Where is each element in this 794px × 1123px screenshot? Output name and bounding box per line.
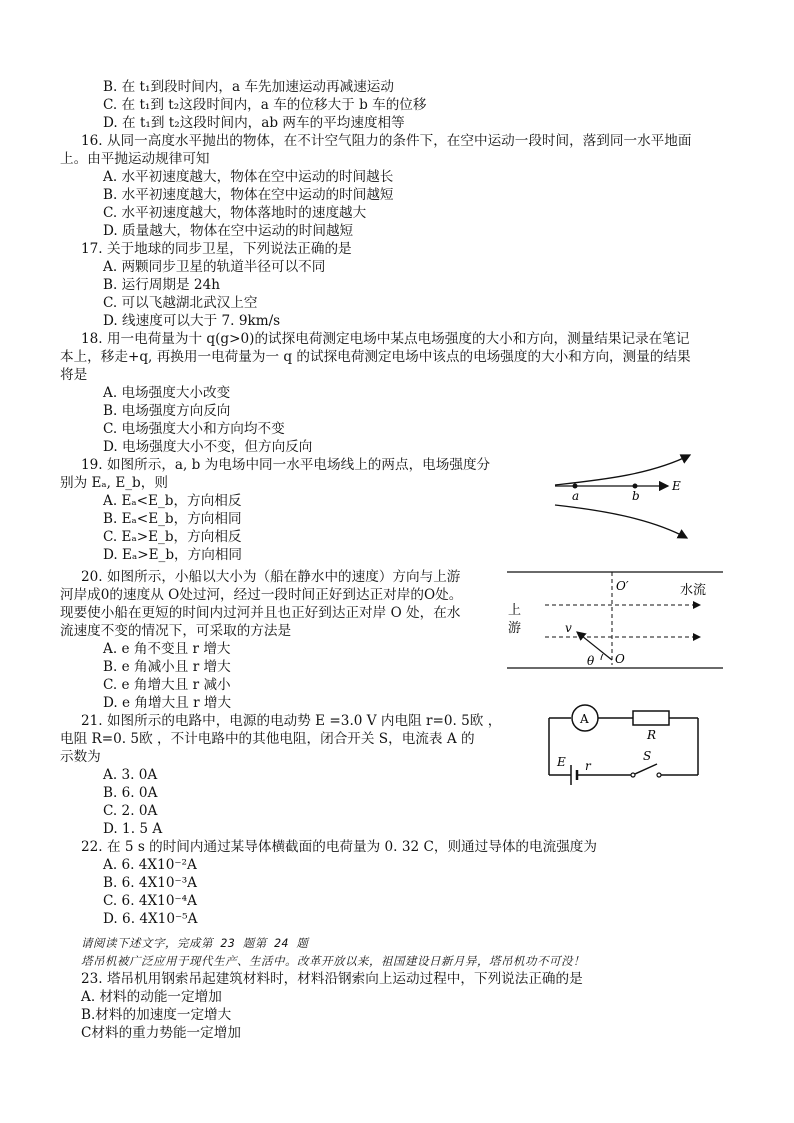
text-line: 23. 塔吊机用钢索吊起建筑材料时，材料沿钢索向上运动过程中，下列说法正确的是 xyxy=(81,971,583,987)
text-line: A. 3. 0A xyxy=(103,767,158,783)
text-line: 别为 Eₐ, E_b，则 xyxy=(60,475,168,491)
switch-contact-right xyxy=(657,773,661,777)
point-a-label: a xyxy=(572,489,580,503)
angle-label: θ xyxy=(587,654,595,668)
text-line: A. 电场强度大小改变 xyxy=(103,385,231,401)
switch-blade xyxy=(635,764,657,774)
text-line: A. 两颗同步卫星的轨道半径可以不同 xyxy=(103,259,326,275)
text-line: 河岸成0的速度从 O处过河，经过一段时间正好到达正对岸的O处。 xyxy=(60,587,463,603)
text-line: D. 1. 5 A xyxy=(103,821,163,837)
o-prime-label: O′ xyxy=(616,579,629,593)
text-line: C. 水平初速度越大，物体落地时的速度越大 xyxy=(103,205,367,221)
o-label: O xyxy=(615,652,625,666)
resistor-label: R xyxy=(647,728,657,742)
field-line-lower xyxy=(555,505,687,538)
text-line: 20. 如图所示，小船以大小为（船在静水中的速度）方向与上游 xyxy=(81,569,461,585)
current-label: 水流 xyxy=(680,583,707,598)
text-line: A. Eₐ<E_b，方向相反 xyxy=(103,493,242,509)
text-line: C. 可以飞越湖北武汉上空 xyxy=(103,295,258,311)
text-line: 上。由平抛运动规律可知 xyxy=(60,151,210,167)
text-line: 本上，移走+q, 再换用一电荷量为一 q 的试探电荷测定电场中该点的电场强度的大小和方向，测量的结果 xyxy=(60,349,691,365)
field-line-upper xyxy=(555,455,690,485)
text-line: B. 电场强度方向反向 xyxy=(103,403,231,419)
text-line: 22. 在 5 s 的时间内通过某导体横截面的电荷量为 0. 32 C，则通过导体的电流强度为 xyxy=(81,839,597,855)
text-line: C. 2. 0A xyxy=(103,803,158,819)
text-line: C. e 角增大且 r 减小 xyxy=(103,677,231,693)
ammeter-label: A xyxy=(580,712,589,726)
text-line: 17. 关于地球的同步卫星，下列说法正确的是 xyxy=(81,241,352,257)
text-line: B. 6. 4X10⁻³A xyxy=(103,875,197,891)
text-line: A. 材料的动能一定增加 xyxy=(81,989,222,1005)
upstream-label-1: 上 xyxy=(508,603,522,618)
text-line: B. e 角减小且 r 增大 xyxy=(103,659,231,675)
text-line: B. 运行周期是 24h xyxy=(103,277,220,293)
river-crossing-figure xyxy=(505,570,725,675)
circuit-figure xyxy=(543,700,703,790)
text-line: B. 6. 0A xyxy=(103,785,158,801)
text-line: C. 电场强度大小和方向均不变 xyxy=(103,421,285,437)
text-line: 21. 如图所示的电路中，电源的电动势 E =3.0 V 内电阻 r=0. 5欧 ， xyxy=(81,713,502,729)
text-line: B. 水平初速度越大，物体在空中运动的时间越短 xyxy=(103,187,394,203)
text-line: 电阻 R=0. 5欧 ，不计电路中的其他电阻，闭合开关 S，电流表 A 的 xyxy=(60,731,475,747)
text-line: 18. 用一电荷量为十 q(g>0)的试探电荷测定电场中某点电场强度的大小和方向，测量结果记录在笔记 xyxy=(81,331,690,347)
text-line: 19. 如图所示，a, b 为电场中同一水平电场线上的两点，电场强度分 xyxy=(81,457,491,473)
text-line: 现要使小船在更短的时间内过河并且也正好到达正对岸 O 处，在水 xyxy=(60,605,461,621)
text-line: C. 6. 4X10⁻⁴A xyxy=(103,893,197,909)
text-line: D. 线速度可以大于 7. 9km/s xyxy=(103,313,281,329)
text-line: D. 电场强度大小不变，但方向反向 xyxy=(103,439,313,455)
text-line: 示数为 xyxy=(60,749,101,765)
field-e-label: E xyxy=(672,479,681,493)
text-line: A. 水平初速度越大，物体在空中运动的时间越长 xyxy=(103,169,394,185)
text-line: 塔吊机被广泛应用于现代生产、生活中。改革开放以来，祖国建设日新月异，塔吊机功不可没！ xyxy=(81,954,585,968)
upstream-label-2: 游 xyxy=(508,621,522,636)
internal-resistance-label: r xyxy=(585,759,591,773)
text-line: 将是 xyxy=(60,367,88,383)
text-line: C. Eₐ>E_b，方向相反 xyxy=(103,529,242,545)
boat-velocity-arrow xyxy=(577,632,612,660)
resistor xyxy=(633,711,669,725)
text-line: 16. 从同一高度水平抛出的物体，在不计空气阻力的条件下，在空中运动一段时间，落到同一水平地面 xyxy=(81,133,692,149)
angle-arc xyxy=(601,654,603,660)
text-line: B. 在 t₁到段时间内，a 车先加速运动再减速运动 xyxy=(103,79,394,95)
emf-label: E xyxy=(557,755,566,769)
text-line: A. e 角不变且 r 增大 xyxy=(103,641,231,657)
velocity-label: v xyxy=(565,621,572,635)
text-line: D. 在 t₁到 t₂这段时间内，ab 两车的平均速度相等 xyxy=(103,115,405,131)
point-b-label: b xyxy=(632,489,640,503)
text-line: B. Eₐ<E_b，方向相同 xyxy=(103,511,242,527)
text-line: D. 6. 4X10⁻⁵A xyxy=(103,911,198,927)
switch-contact-left xyxy=(631,773,635,777)
text-line: C. 在 t₁到 t₂这段时间内，a 车的位移大于 b 车的位移 xyxy=(103,97,427,113)
text-line: D. 质量越大，物体在空中运动的时间越短 xyxy=(103,223,354,239)
point-b-dot xyxy=(633,484,638,489)
text-line: C材料的重力势能一定增加 xyxy=(81,1025,241,1041)
point-a-dot xyxy=(573,484,578,489)
text-line: B.材料的加速度一定增大 xyxy=(81,1007,232,1023)
electric-field-figure xyxy=(550,450,700,540)
text-line: 流速度不变的情况下，可采取的方法是 xyxy=(60,623,292,639)
text-line: D. Eₐ>E_b，方向相同 xyxy=(103,547,243,563)
switch-label: S xyxy=(643,749,652,763)
text-line: A. 6. 4X10⁻²A xyxy=(103,857,197,873)
text-line: D. e 角增大且 r 增大 xyxy=(103,695,232,711)
text-line: 请阅读下述文字，完成第 23 题第 24 题 xyxy=(81,936,309,950)
